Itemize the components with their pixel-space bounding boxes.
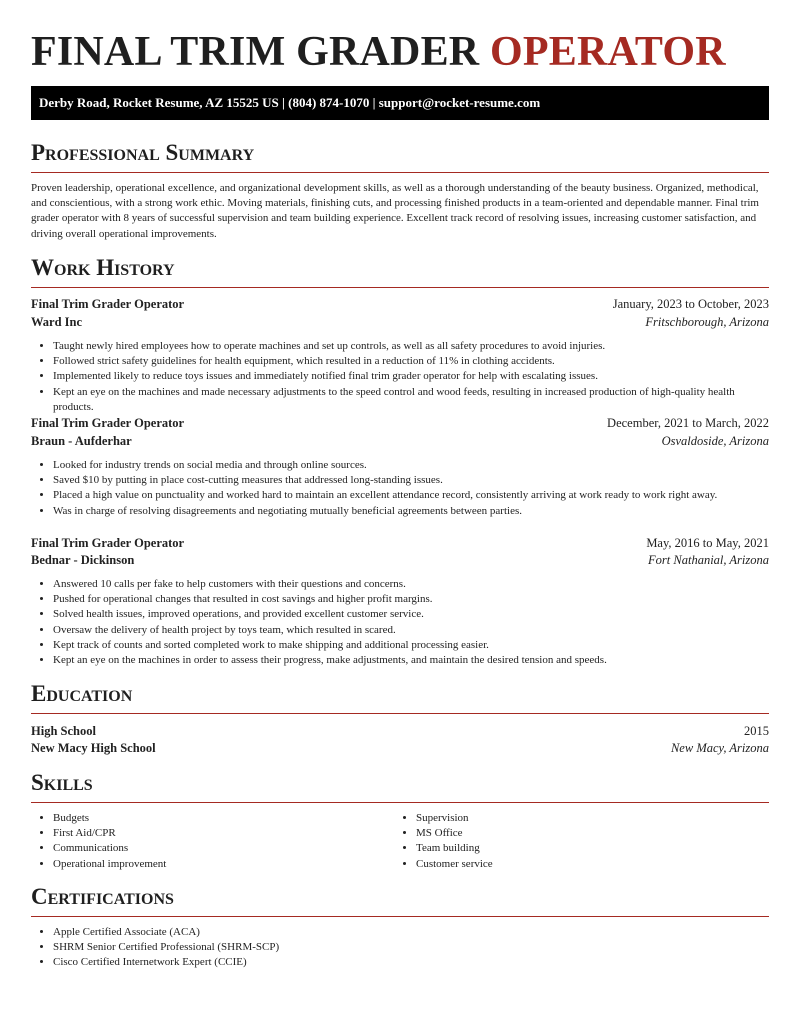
- job-2-location: Osvaldoside, Arizona: [661, 434, 769, 448]
- job-2-subheader: [31, 434, 769, 452]
- list-item: • Was in charge of resolving disagreements and negotiating mutually beneficial agreements between parties.: [53, 504, 717, 519]
- skills-column-1: [53, 811, 166, 872]
- list-item: • Solved health issues, improved operations, and provided excellent customer service.: [53, 607, 607, 622]
- job-2-dates: December, 2021 to March, 2022: [607, 416, 769, 430]
- job-3-role: Final Trim Grader Operator: [31, 536, 185, 550]
- list-item: • Supervision: [416, 811, 493, 826]
- resume-name: [31, 28, 726, 76]
- list-item: • Taught newly hired employees how to operate machines and set up controls, as well as all safety procedures to avoid injuries.: [53, 339, 769, 354]
- work-history-divider: [31, 287, 769, 288]
- list-item: • MS Office: [416, 826, 493, 841]
- education-header: [31, 724, 769, 742]
- list-item: • Implemented likely to reduce toys issues and immediately notified final trim grader operator for help with escalating issues.: [53, 369, 769, 384]
- list-item: • SHRM Senior Certified Professional (SHRM-SCP): [53, 940, 279, 955]
- education-degree: High School: [31, 724, 96, 738]
- skills-divider: [31, 802, 769, 803]
- list-item: • Kept an eye on the machines in order to assess their progress, make adjustments, and maintain the desired tension and speeds.: [53, 653, 607, 668]
- job-2-header: [31, 416, 769, 434]
- summary-text: Proven leadership, operational excellence, and organizational development skills, as well as a thorough understanding of the beauty business. Organized, methodical, and conscientious, with a strong work ethic. Moving materials, finishing cuts, and processing finished products in a team-oriented and dependable manner. Final trim grader operator with 8 years of successful supervision and team building experience. Excellent track record of resolving issues, increasing customer satisfaction, and driving overall operational improvements.: [31, 182, 759, 240]
- list-item: • Apple Certified Associate (ACA): [53, 925, 279, 940]
- list-item: • Oversaw the delivery of health project by toys team, which resulted in scared.: [53, 623, 607, 638]
- certifications-list: [53, 925, 279, 971]
- list-item: • Kept an eye on the machines and made necessary adjustments to the speed control and wood feeds, resulting in increased production of high-quality health products.: [53, 385, 769, 415]
- summary-divider: [31, 172, 769, 173]
- name-accent: OPERATOR: [490, 29, 726, 75]
- skills-column-2: [416, 811, 493, 872]
- list-item: • Operational improvement: [53, 857, 166, 872]
- education-heading: Education: [31, 681, 133, 706]
- list-item: • Answered 10 calls per fake to help customers with their questions and concerns.: [53, 577, 607, 592]
- education-divider: [31, 713, 769, 714]
- list-item: • Placed a high value on punctuality and worked hard to maintain an excellent attendance record, consistently arriving at work ready to work right away.: [53, 488, 717, 503]
- list-item: • Pushed for operational changes that resulted in cost savings and higher profit margins.: [53, 592, 607, 607]
- job-1-dates: January, 2023 to October, 2023: [612, 297, 769, 311]
- list-item: • Customer service: [416, 857, 493, 872]
- job-2-role: Final Trim Grader Operator: [31, 416, 185, 430]
- job-1-bullets: [53, 339, 769, 415]
- job-1-subheader: [31, 315, 769, 333]
- education-school: New Macy High School: [31, 741, 156, 755]
- certifications-divider: [31, 916, 769, 917]
- job-3-company: Bednar - Dickinson: [31, 553, 135, 567]
- job-3-bullets: [53, 577, 607, 668]
- job-3-subheader: [31, 553, 769, 571]
- name-main: FINAL TRIM GRADER: [31, 29, 480, 75]
- certifications-heading: Certifications: [31, 884, 174, 909]
- summary-heading: Professional Summary: [31, 140, 255, 165]
- job-3-dates: May, 2016 to May, 2021: [646, 536, 769, 550]
- list-item: • Looked for industry trends on social media and through online sources.: [53, 458, 717, 473]
- list-item: • Cisco Certified Internetwork Expert (CCIE): [53, 955, 279, 970]
- list-item: • Budgets: [53, 811, 166, 826]
- job-2-company: Braun - Aufderhar: [31, 434, 132, 448]
- list-item: • First Aid/CPR: [53, 826, 166, 841]
- job-1-role: Final Trim Grader Operator: [31, 297, 185, 311]
- list-item: • Saved $10 by putting in place cost-cutting measures that addressed long-standing issues.: [53, 473, 717, 488]
- list-item: • Followed strict safety guidelines for health equipment, which resulted in a reduction of 11% in clothing accidents.: [53, 354, 769, 369]
- contact-bar: Derby Road, Rocket Resume, AZ 15525 US | (804) 874-1070 | support@rocket-resume.com: [31, 86, 769, 120]
- skills-heading: Skills: [31, 770, 93, 795]
- job-1-header: [31, 297, 769, 315]
- list-item: • Kept track of counts and sorted completed work to make shipping and additional processing easier.: [53, 638, 607, 653]
- list-item: • Communications: [53, 841, 166, 856]
- job-3-location: Fort Nathanial, Arizona: [648, 553, 769, 567]
- education-subheader: [31, 741, 769, 759]
- list-item: • Team building: [416, 841, 493, 856]
- education-year: 2015: [744, 724, 769, 738]
- job-1-company: Ward Inc: [31, 315, 83, 329]
- job-3-header: [31, 536, 769, 554]
- job-1-location: Fritschborough, Arizona: [645, 315, 769, 329]
- work-history-heading: Work History: [31, 255, 175, 280]
- education-location: New Macy, Arizona: [670, 741, 769, 755]
- job-2-bullets: [53, 458, 717, 519]
